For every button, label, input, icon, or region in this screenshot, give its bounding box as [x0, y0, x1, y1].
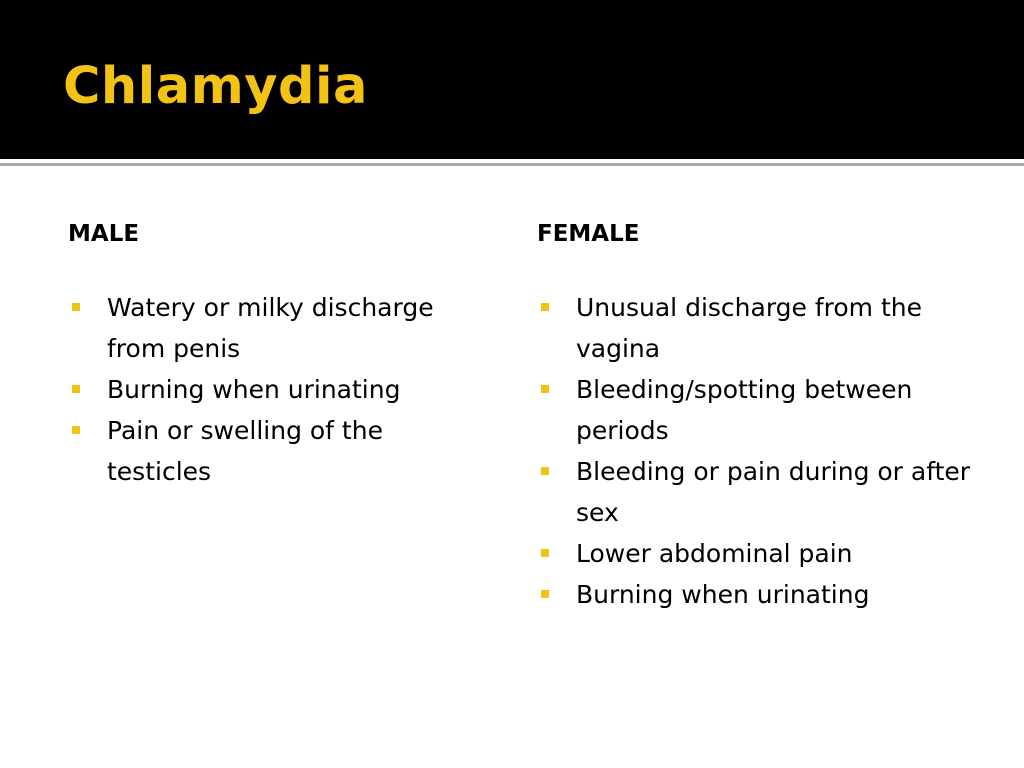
list-item — [68, 287, 487, 369]
square-bullet-icon — [541, 590, 549, 598]
male-column — [68, 210, 488, 492]
square-bullet-icon — [541, 303, 549, 311]
list-item-text: Bleeding/spotting between periods — [576, 375, 913, 445]
list-item — [537, 369, 996, 451]
list-item-text: Burning when urinating — [576, 580, 870, 609]
male-symptom-list — [68, 287, 488, 492]
square-bullet-icon — [72, 426, 80, 434]
list-item-text: Watery or milky discharge from penis — [107, 293, 434, 363]
square-bullet-icon — [72, 303, 80, 311]
list-item — [68, 410, 487, 492]
square-bullet-icon — [541, 467, 549, 475]
square-bullet-icon — [541, 549, 549, 557]
list-item — [537, 533, 996, 574]
slide-title: Chlamydia — [63, 57, 368, 116]
female-column — [537, 210, 997, 615]
list-item — [68, 369, 487, 410]
list-item — [537, 574, 996, 615]
list-item — [537, 287, 996, 369]
list-item-text: Burning when urinating — [107, 375, 401, 404]
list-item-text: Unusual discharge from the vagina — [576, 293, 923, 363]
list-item-text: Pain or swelling of the testicles — [107, 416, 383, 486]
title-bar — [0, 0, 1024, 159]
female-symptom-list — [537, 287, 997, 615]
list-item-text: Lower abdominal pain — [576, 539, 853, 568]
male-heading: MALE — [68, 221, 140, 247]
list-item — [537, 451, 996, 533]
square-bullet-icon — [72, 385, 80, 393]
list-item-text: Bleeding or pain during or after sex — [576, 457, 971, 527]
female-heading: FEMALE — [537, 221, 640, 247]
title-divider — [0, 163, 1024, 166]
square-bullet-icon — [541, 385, 549, 393]
